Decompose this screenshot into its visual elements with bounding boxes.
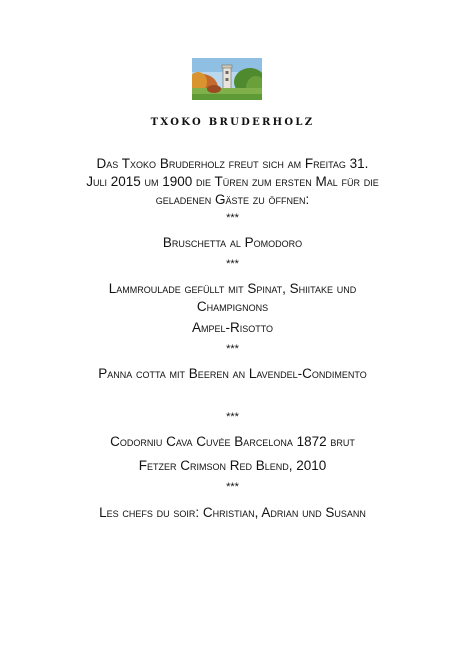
course-bruschetta: Bruschetta al Pomodoro (162, 235, 303, 250)
separator: *** (226, 411, 239, 423)
restaurant-name: TXOKO BRUDERHOLZ (150, 117, 315, 128)
intro-line-1: Das Txoko Bruderholz freut sich am Freitag 31. (96, 156, 369, 171)
intro-line-3: geladenen Gäste zu öffnen: (155, 192, 310, 207)
wine-red-blend: Fetzer Crimson Red Blend, 2010 (138, 458, 327, 473)
separator: *** (226, 258, 239, 270)
course-lamb-line-1: Lammroulade gefüllt mit Spinat, Shiitake und (108, 281, 357, 296)
intro-line-2: Juli 2015 um 1900 die Türen zum ersten Mal für die (86, 174, 379, 189)
course-risotto: Ampel-Risotto (191, 320, 274, 335)
separator: *** (226, 343, 239, 355)
separator: *** (226, 481, 239, 493)
chefs-line: Les chefs du soir: Christian, Adrian und Susann (99, 505, 366, 520)
course-dessert: Panna cotta mit Beeren an Lavendel-Condimento (98, 366, 367, 381)
separator: *** (226, 212, 239, 224)
wine-cava: Codorniu Cava Cuvée Barcelona 1872 brut (110, 434, 355, 449)
tower-landscape-icon (192, 58, 262, 100)
course-lamb-line-2: Champignons (196, 299, 269, 314)
